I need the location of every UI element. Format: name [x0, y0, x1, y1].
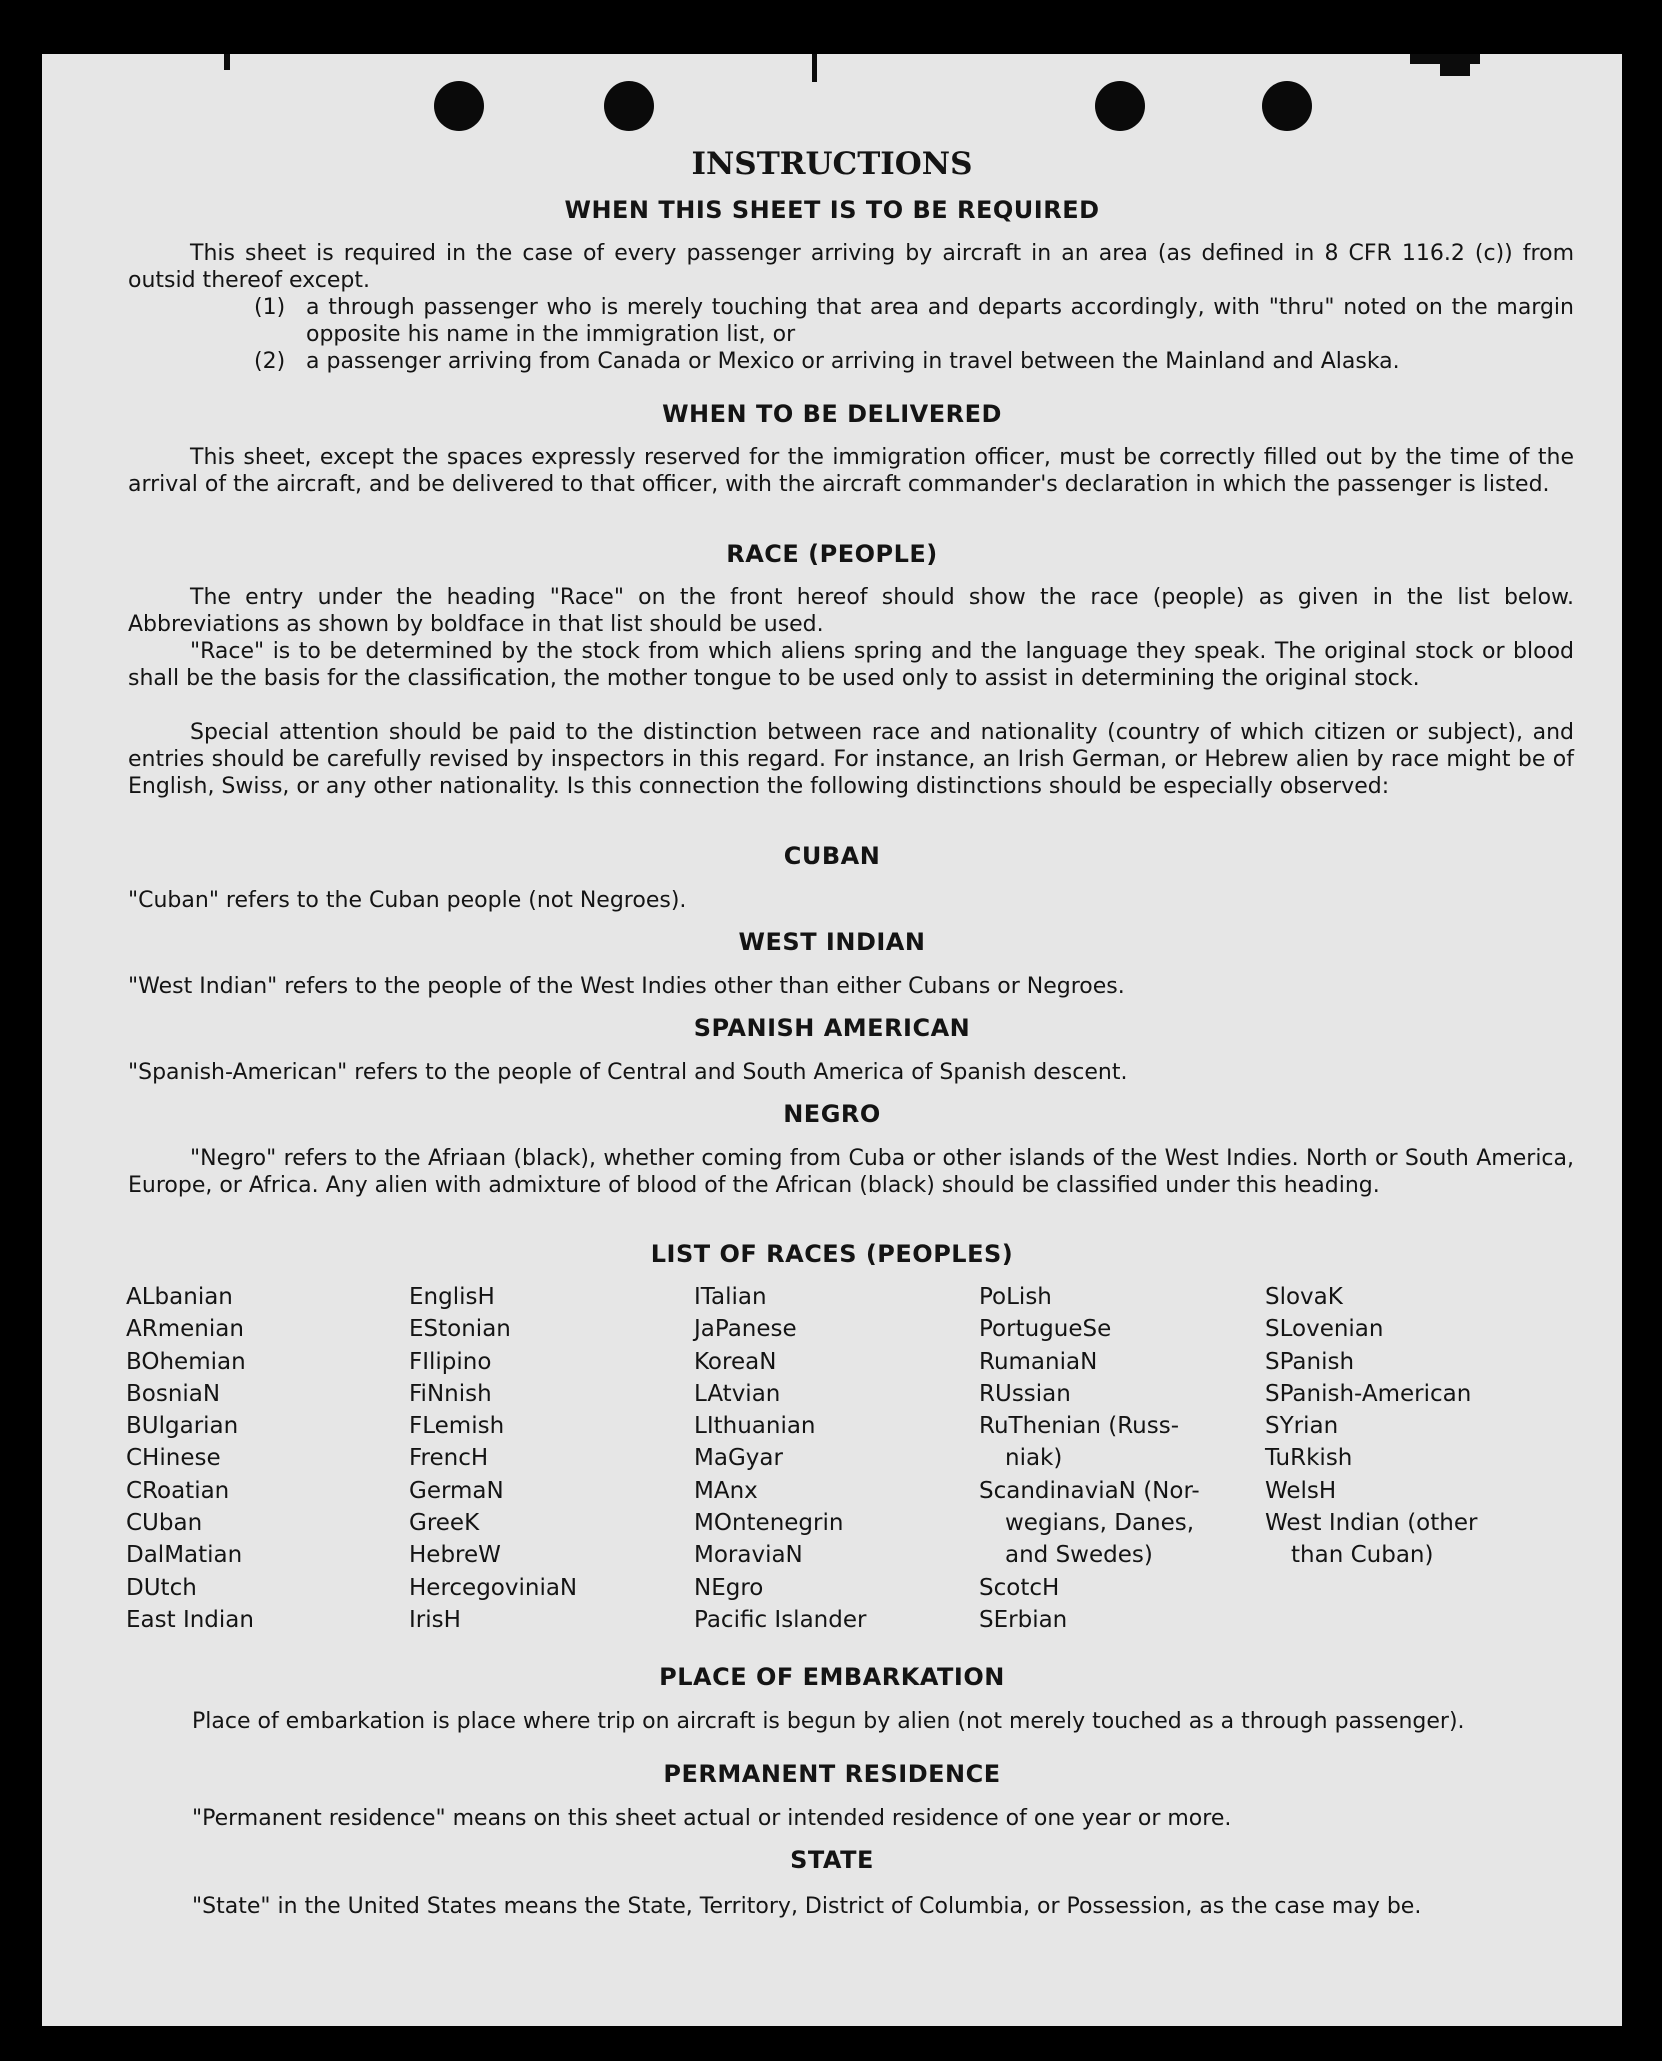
instruction-sheet [42, 54, 1622, 2026]
west-indian-text: "West Indian" refers to the people of the West Indies other than either Cubans or Negroes. [128, 974, 1125, 999]
race-entry: GreeK [409, 1510, 480, 1537]
race-entry: DUtch [126, 1574, 197, 1601]
race-entry: CUban [126, 1510, 203, 1537]
required-intro: This sheet is required in the case of every passenger arriving by aircraft in an area (as defined in 8 CFR 116.2 (c)) from outsid thereof except. [128, 241, 1574, 293]
negro-text: "Negro" refers to the Afriaan (black), whether coming from Cuba or other islands of the West Indies. North or South America, Europe, or Africa. Any alien with admixture of blood of the African (black) should be classified under this heading. [128, 1146, 1574, 1198]
race-entry: ITalian [694, 1284, 767, 1310]
race-entry: PoLish [979, 1284, 1052, 1310]
race-entry: SErbian [979, 1606, 1068, 1633]
heading-list-of-races: LIST OF RACES (PEOPLES) [650, 1240, 1014, 1268]
race-entry-continued: wegians, Danes, [1005, 1510, 1195, 1537]
exception-number: (1) [254, 295, 286, 320]
race-entry: HebreW [409, 1542, 501, 1569]
race-paragraph-1: The entry under the heading "Race" on the front hereof should show the race (people) as given in the list below. Abbreviations as shown by boldface in that list should be used. [128, 585, 1574, 637]
punch-hole [434, 81, 484, 131]
race-entry: JaPanese [694, 1316, 797, 1343]
race-entry: HercegoviniaN [409, 1574, 578, 1601]
cuban-text: "Cuban" refers to the Cuban people (not Negroes). [128, 888, 687, 913]
race-entry: SPanish-American [1265, 1380, 1472, 1407]
race-entry: SlovaK [1265, 1284, 1343, 1310]
race-entry-continued: than Cuban) [1291, 1542, 1434, 1569]
race-entry: FIlipino [409, 1348, 492, 1375]
race-entry: BUlgarian [126, 1413, 239, 1440]
punch-hole [1262, 81, 1312, 131]
race-entry: FiNnish [409, 1380, 492, 1407]
race-entry: PortugueSe [979, 1316, 1112, 1343]
race-entry: NEgro [694, 1574, 764, 1601]
exception-text: a passenger arriving from Canada or Mexico or arriving in travel between the Mainland and Alaska. [306, 349, 1400, 374]
race-entry: WelsH [1265, 1477, 1337, 1504]
exception-item-2 [254, 348, 1574, 375]
heading-embarkation: PLACE OF EMBARKATION [659, 1663, 1005, 1691]
race-entry-continued: and Swedes) [1005, 1542, 1153, 1569]
race-entry: MaGyar [694, 1445, 783, 1472]
heading-negro: NEGRO [783, 1100, 881, 1128]
race-entry: EnglisH [409, 1284, 495, 1310]
race-entry: DalMatian [126, 1542, 243, 1569]
race-entry: BOhemian [126, 1348, 246, 1375]
race-entry: BosniaN [126, 1380, 221, 1407]
races-list [126, 1281, 1576, 1636]
torn-edge-mark [224, 54, 230, 70]
race-paragraph-2: "Race" is to be determined by the stock from which aliens spring and the language they speak. The original stock or blood shall be the basis for the classification, the mother tongue to be used only to assist in determining the original stock. [128, 639, 1574, 691]
race-entry: ARmenian [126, 1316, 244, 1343]
heading-state: STATE [790, 1846, 874, 1874]
heading-spanish-american: SPANISH AMERICAN [693, 1014, 971, 1042]
race-entry: East Indian [126, 1606, 254, 1633]
race-entry: CRoatian [126, 1477, 230, 1504]
races-column [694, 1281, 979, 1636]
race-entry: Pacific Islander [694, 1606, 867, 1633]
torn-edge-mark [1440, 62, 1470, 76]
heading-west-indian: WEST INDIAN [738, 928, 926, 956]
exception-text: a through passenger who is merely touching that area and departs accordingly, with "thru" noted on the margin opposite his name in the immigration list, or [306, 295, 1574, 347]
race-entry: FLemish [409, 1413, 505, 1440]
race-entry: KoreaN [694, 1348, 777, 1375]
races-column [1265, 1281, 1565, 1636]
race-entry: SLovenian [1265, 1316, 1384, 1343]
races-column [409, 1281, 694, 1636]
page-title: INSTRUCTIONS [691, 146, 973, 182]
heading-permanent-residence: PERMANENT RESIDENCE [663, 1760, 1001, 1788]
heading-race: RACE (PEOPLE) [726, 540, 938, 568]
embarkation-text: Place of embarkation is place where trip on aircraft is begun by alien (not merely touched as a through passenger). [192, 1709, 1465, 1734]
race-entry: SPanish [1265, 1348, 1355, 1375]
punch-hole [1095, 81, 1145, 131]
race-entry: MAnx [694, 1477, 758, 1504]
heading-when-delivered: WHEN TO BE DELIVERED [662, 400, 1002, 428]
exception-item-1 [254, 294, 1574, 348]
race-entry: RuThenian (Russ- [979, 1413, 1180, 1440]
race-entry: ALbanian [126, 1284, 233, 1310]
race-paragraph-3: Special attention should be paid to the distinction between race and nationality (country of which citizen or subject), and entries should be carefully revised by inspectors in this regard. For instance, an Irish German, or Hebrew alien by race might be of English, Swiss, or any other nationality. Is this connection the following distinctions should be especially observed: [128, 720, 1574, 799]
race-entry: RUssian [979, 1380, 1071, 1407]
race-entry: LIthuanian [694, 1413, 816, 1440]
race-entry: FrencH [409, 1445, 489, 1472]
heading-when-required: WHEN THIS SHEET IS TO BE REQUIRED [564, 196, 1100, 224]
race-entry: LAtvian [694, 1380, 781, 1407]
races-column [979, 1281, 1265, 1636]
race-entry: West Indian (other [1265, 1510, 1478, 1537]
heading-cuban: CUBAN [783, 842, 881, 870]
race-entry: ScotcH [979, 1574, 1060, 1601]
torn-edge-mark [812, 54, 817, 82]
state-text: "State" in the United States means the State, Territory, District of Columbia, or Possession, as the case may be. [192, 1894, 1422, 1919]
race-entry: CHinese [126, 1445, 221, 1472]
race-entry: IrisH [409, 1606, 461, 1633]
race-entry: SYrian [1265, 1413, 1339, 1440]
race-entry: MoraviaN [694, 1542, 803, 1569]
residence-text: "Permanent residence" means on this sheet actual or intended residence of one year or more. [192, 1806, 1232, 1831]
punch-hole [604, 81, 654, 131]
spanish-american-text: "Spanish-American" refers to the people of Central and South America of Spanish descent. [128, 1060, 1128, 1085]
exception-number: (2) [254, 349, 286, 374]
race-entry: RumaniaN [979, 1348, 1098, 1375]
race-entry: TuRkish [1265, 1445, 1353, 1472]
race-entry: EStonian [409, 1316, 511, 1343]
race-entry: ScandinaviaN (Nor- [979, 1477, 1200, 1504]
races-column [126, 1281, 409, 1636]
race-entry: MOntenegrin [694, 1510, 844, 1537]
delivered-text: This sheet, except the spaces expressly reserved for the immigration officer, must be correctly filled out by the time of the arrival of the aircraft, and be delivered to that officer, with the aircraft commander's declaration in which the passenger is listed. [128, 445, 1574, 497]
race-entry-continued: niak) [1005, 1445, 1063, 1472]
race-entry: GermaN [409, 1477, 504, 1504]
